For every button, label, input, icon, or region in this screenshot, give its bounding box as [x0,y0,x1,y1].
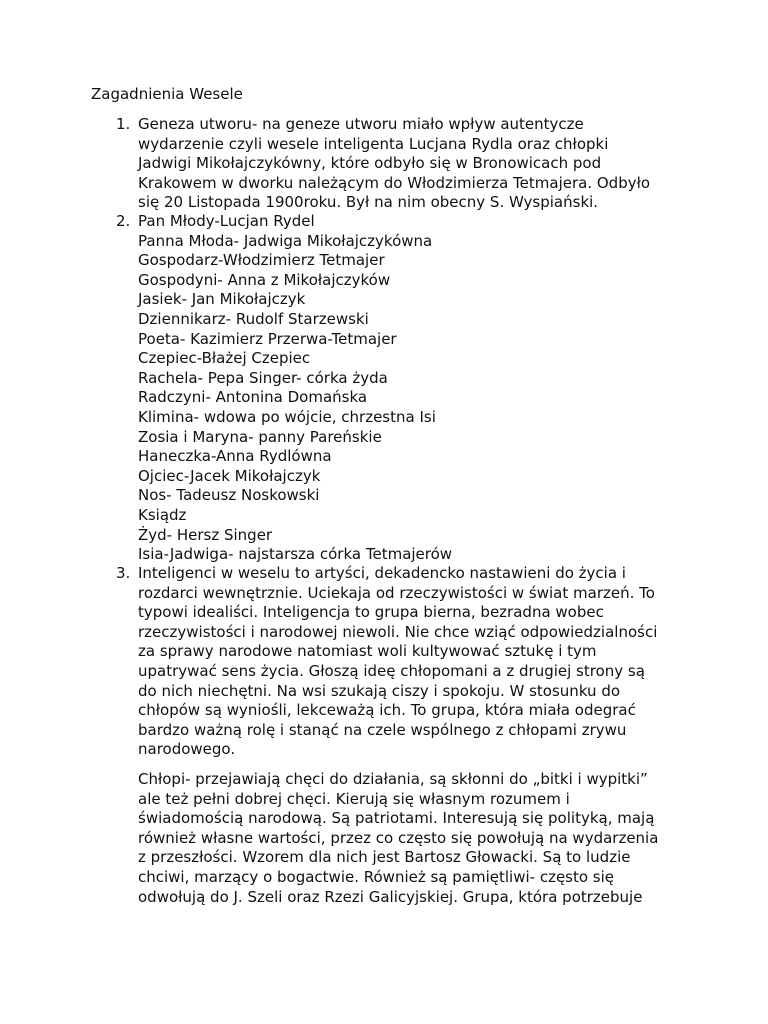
text-line: się 20 Listopada 1900roku. Był na nim obecny S. Wyspiański. [138,193,599,212]
text-line: Krakowem w dworku należącym do Włodzimierza Tetmajera. Odbyło [138,173,651,192]
text-line: rzeczywistości i narodowej niewoli. Nie chce wziąć odpowiedzialności [138,622,658,641]
text-line: Geneza utworu- na geneze utworu miało wpływ autentycze [138,115,584,133]
text-line: chciwi, marzący o bogactwie. Również są pamiętliwi- często się [138,867,615,886]
character-entry: Czepiec-Błażej Czepiec [138,349,311,368]
text-line: Jadwigi Mikołajczykówny, które odbyło się w Bronowicach pod [138,154,602,173]
character-list [138,212,698,565]
list-number-2: 2. [116,212,131,230]
character-entry: Poeta- Kazimierz Przerwa-Tetmajer [138,329,397,348]
character-entry: Radczyni- Antonina Domańska [138,388,368,407]
text-line: również własne wartości, przez co często się powołują na wydarzenia [138,828,659,847]
character-entry: Nos- Tadeusz Noskowski [138,486,320,505]
text-line: Chłopi- przejawiają chęci do działania, są skłonni do „bitki i wypitki” [138,770,648,788]
list-number-1: 1. [116,115,131,133]
character-entry: Zosia i Maryna- panny Pareńskie [138,427,382,446]
text-line: wydarzenie czyli wesele inteligenta Lucjana Rydla oraz chłopki [138,134,609,153]
character-entry: Ksiądz [138,505,187,524]
text-line: chłopów są wyniośli, lekceważą ich. To grupa, która miała odegrać [138,701,636,720]
list-item-1-text [138,115,698,213]
text-line: rozdarci wewnętrznie. Uciekaja od rzeczywistości w świat marzeń. To [138,583,655,602]
text-line: bardzo ważną rolę i stanąć na czele wspólnego z chłopami zrywu [138,720,627,739]
character-entry: Żyd- Hersz Singer [138,525,273,544]
character-entry: Rachela- Pepa Singer- córka żyda [138,368,388,387]
character-entry: Ojciec-Jacek Mikołajczyk [138,466,321,485]
character-entry: Isia-Jadwiga- najstarsza córka Tetmajerów [138,545,453,564]
character-entry: Haneczka-Anna Rydlówna [138,447,332,466]
text-line: z przeszłości. Wzorem dla nich jest Bartosz Głowacki. Są to ludzie [138,848,631,867]
character-entry: Gospodyni- Anna z Mikołajczyków [138,270,391,289]
peasants-paragraph [138,770,698,907]
list-number-3: 3. [116,564,131,582]
text-line: upatrywać sens życia. Głoszą ideę chłopomani a z drugiej strony są [138,661,645,680]
text-line: za sprawy narodowe natomiast woli kultywować sztukę i tym [138,642,597,661]
character-entry: Klimina- wdowa po wójcie, chrzestna Isi [138,407,436,426]
text-line: świadomością narodową. Są patriotami. Interesują się polityką, mają [138,809,655,828]
text-line: Inteligenci w weselu to artyści, dekadencko nastawieni do życia i [138,564,626,582]
text-line: odwołują do J. Szeli oraz Rzezi Galicyjskiej. Grupa, która potrzebuje [138,887,643,906]
document-title: Zagadnienia Wesele [91,85,243,103]
character-entry: Panna Młoda- Jadwiga Mikołajczykówna [138,231,433,250]
text-line: ale też pełni dobrej chęci. Kierują się własnym rozumem i [138,789,570,808]
character-entry: Jasiek- Jan Mikołajczyk [138,290,306,309]
character-entry: Gospodarz-Włodzimierz Tetmajer [138,251,385,270]
text-line: narodowego. [138,740,236,759]
character-entry: Pan Młody-Lucjan Rydel [138,212,315,230]
character-entry: Dziennikarz- Rudolf Starzewski [138,309,369,328]
text-line: do nich niechętni. Na wsi szukają ciszy i spokoju. W stosunku do [138,681,621,700]
list-item-3-text [138,564,698,760]
text-line: typowi idealiści. Inteligencja to grupa bierna, bezradna wobec [138,603,604,622]
